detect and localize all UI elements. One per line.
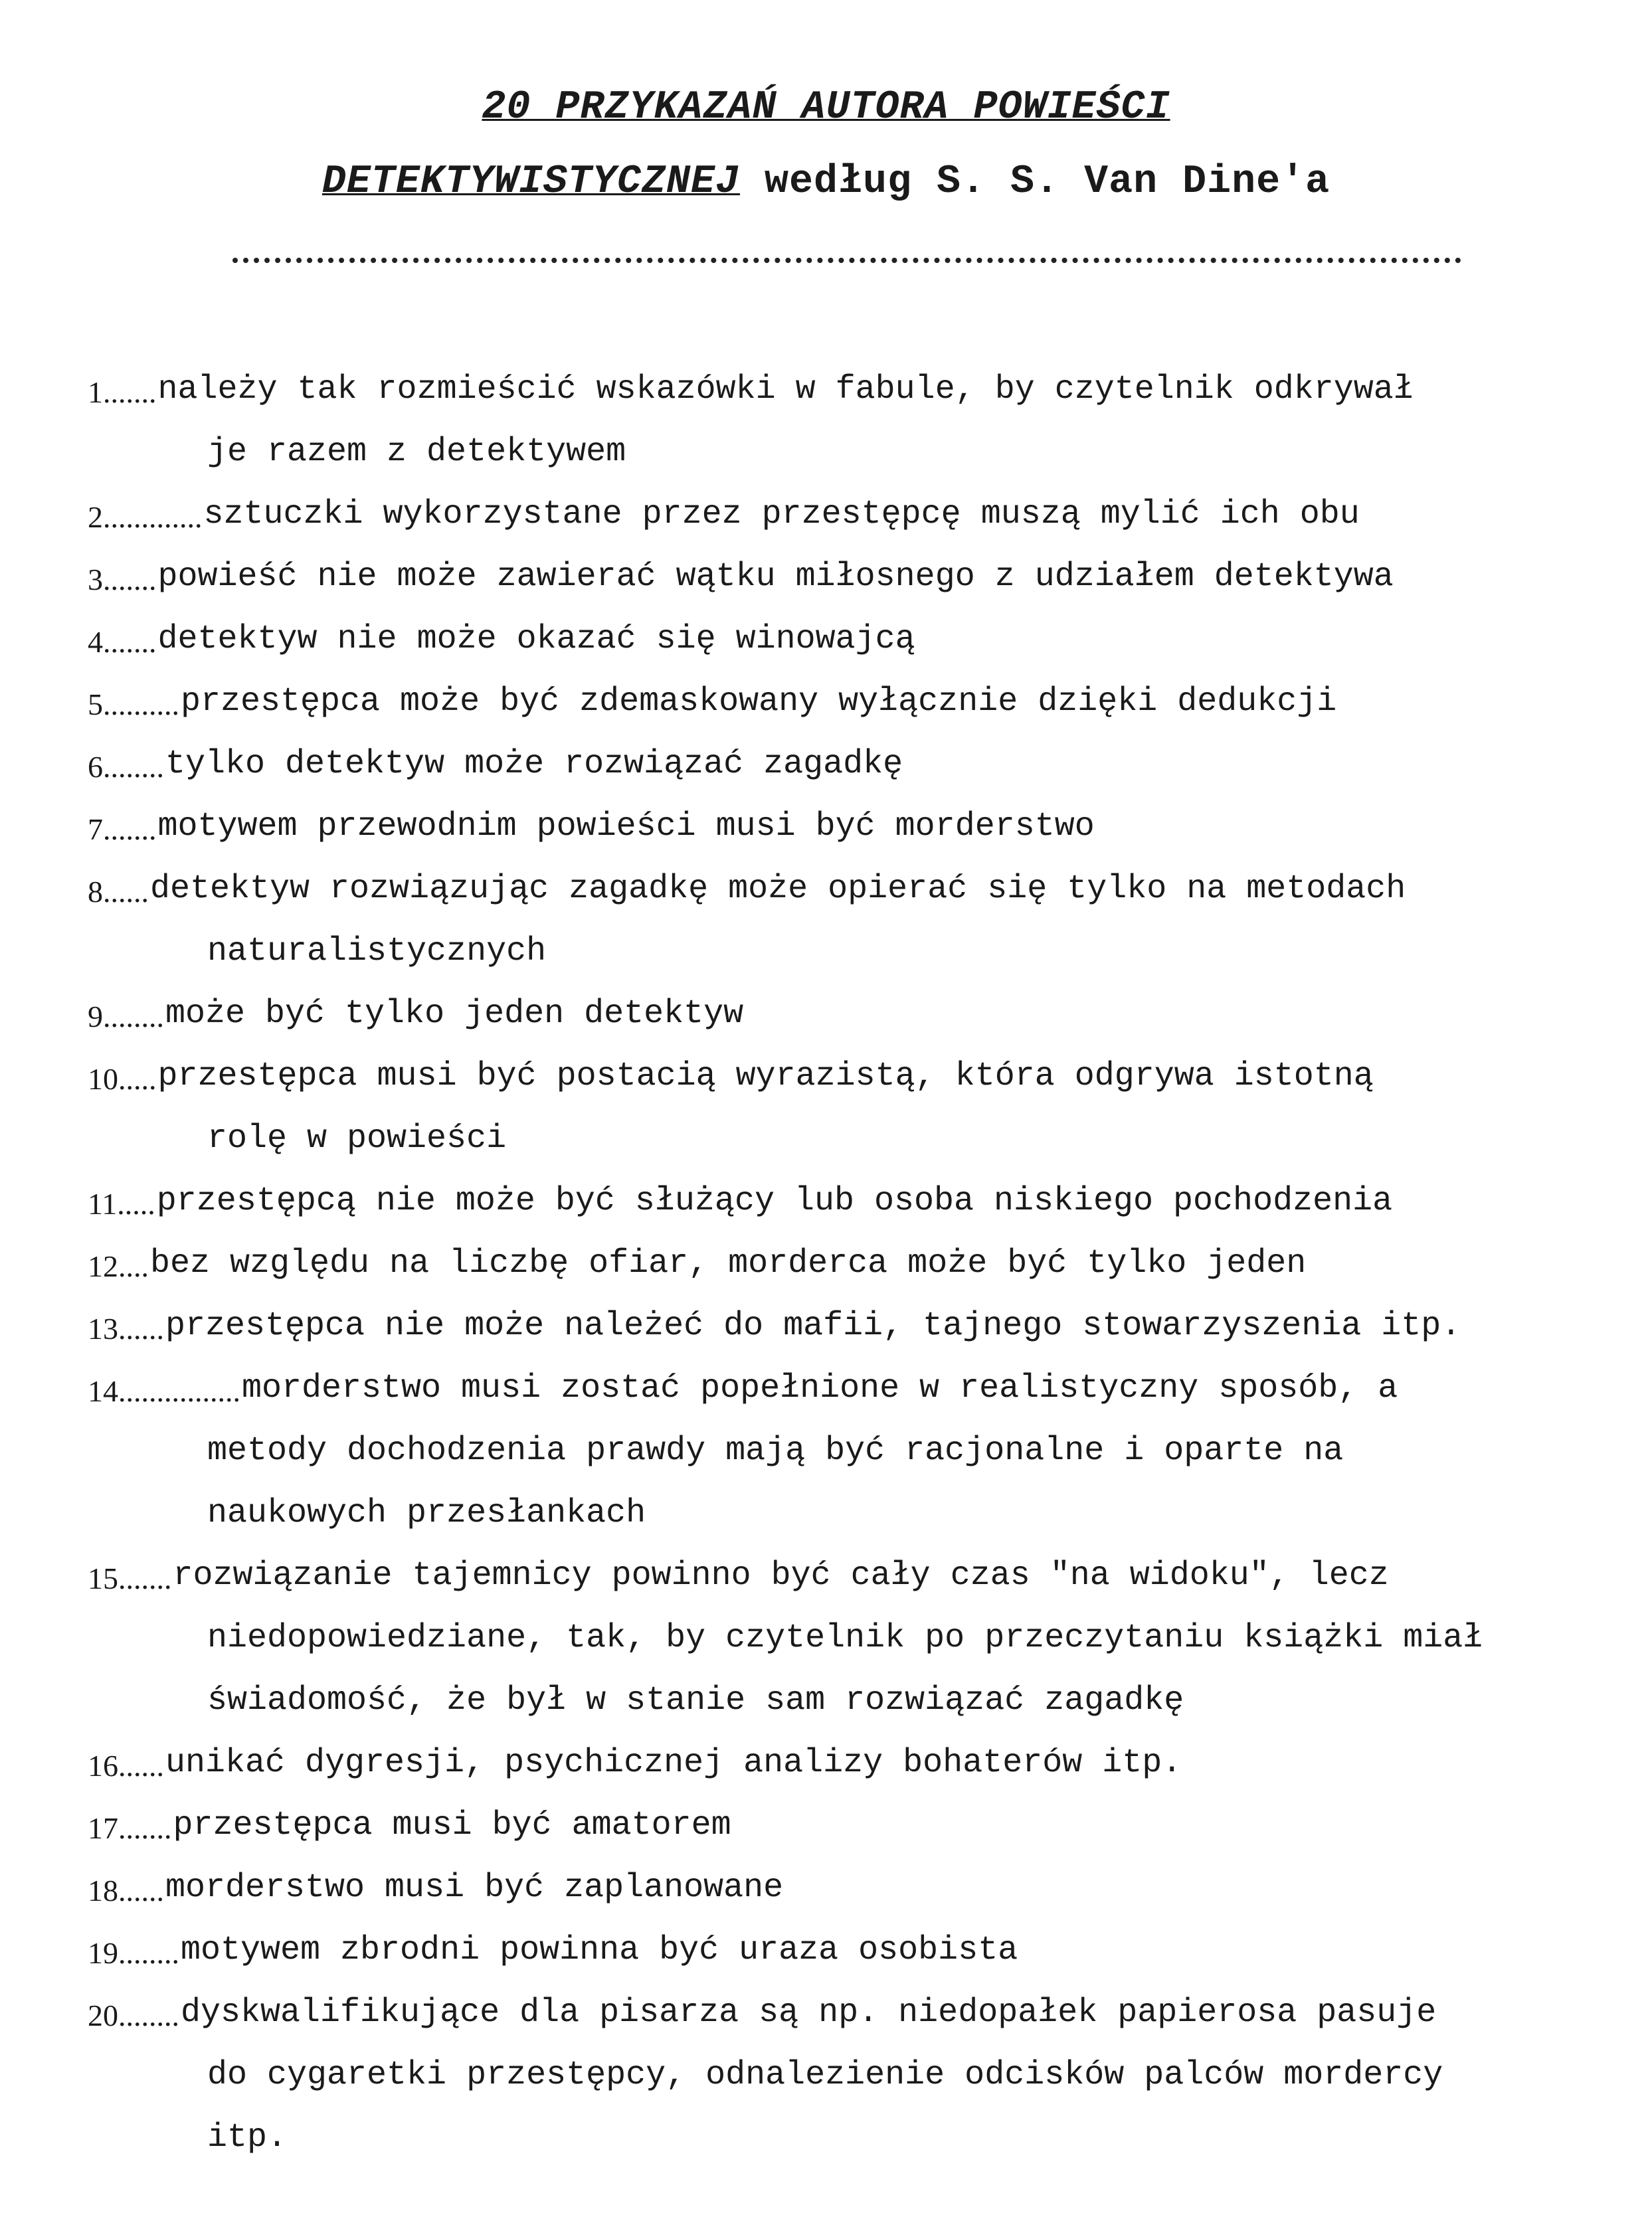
item-number: 16......: [88, 1749, 164, 1783]
item-number: 14................: [88, 1374, 240, 1408]
item-text-continuation: świadomość, że był w stanie sam rozwiązać zagadkę: [207, 1682, 1184, 1720]
item-text-continuation: do cygaretki przestępcy, odnalezienie odcisków palców mordercy: [207, 2056, 1443, 2094]
title-line-1: [0, 85, 1652, 130]
item-text-continuation: naukowych przesłankach: [207, 1494, 646, 1532]
item-text-continuation: metody dochodzenia prawdy mają być racjonalne i oparte na: [207, 1432, 1344, 1470]
item-text-continuation: itp.: [207, 2119, 288, 2157]
item-number: 3.......: [88, 563, 157, 596]
item-text: powieść nie może zawierać wątku miłosnego z udziałem detektywa: [157, 558, 1394, 596]
item-text: detektyw nie może okazać się winowajcą: [157, 620, 915, 658]
item-number: 6........: [88, 750, 164, 784]
item-number: 7.......: [88, 812, 157, 846]
item-text: unikać dygresji, psychicznej analizy bohaterów itp.: [165, 1744, 1182, 1782]
item-number: 20........: [88, 1998, 179, 2032]
item-text: dyskwalifikujące dla pisarza są np. niedopałek papierosa pasuje: [181, 1994, 1437, 2032]
item-text-continuation: rolę w powieści: [207, 1120, 507, 1158]
item-text-continuation: naturalistycznych: [207, 932, 547, 970]
item-text: morderstwo musi zostać popełnione w realistyczny sposób, a: [242, 1370, 1398, 1407]
item-text: przestępca musi być amatorem: [173, 1807, 731, 1844]
item-number: 9........: [88, 1000, 164, 1033]
item-number: 2.............: [88, 500, 203, 534]
item-number: 5..........: [88, 687, 179, 721]
item-text: przestępca musi być postacią wyrazistą, która odgrywa istotną: [157, 1057, 1374, 1095]
item-text: motywem zbrodni powinna być uraza osobista: [181, 1931, 1018, 1969]
item-text-continuation: je razem z detektywem: [207, 433, 626, 471]
item-number: 19........: [88, 1936, 179, 1970]
item-number: 18......: [88, 1874, 164, 1907]
dotted-divider: [232, 258, 1461, 263]
item-text: należy tak rozmieścić wskazówki w fabule, by czytelnik odkrywał: [157, 371, 1414, 408]
item-text: tylko detektyw może rozwiązać zagadkę: [165, 745, 903, 783]
item-text: przestępca może być zdemaskowany wyłącznie dzięki dedukcji: [181, 683, 1337, 721]
item-text: motywem przewodnim powieści musi być morderstwo: [157, 808, 1095, 845]
item-text: przestępca nie może należeć do mafii, tajnego stowarzyszenia itp.: [165, 1307, 1461, 1345]
item-text: detektyw rozwiązując zagadkę może opierać się tylko na metodach: [150, 870, 1406, 908]
item-text: morderstwo musi być zaplanowane: [165, 1869, 784, 1907]
item-number: 15.......: [88, 1561, 172, 1595]
item-number: 10.....: [88, 1062, 157, 1096]
item-text: przestępcą nie może być służący lub osoba niskiego pochodzenia: [156, 1182, 1393, 1220]
item-number: 13......: [88, 1312, 164, 1346]
title-line-2: [0, 159, 1652, 205]
item-text: rozwiązanie tajemnicy powinno być cały czas "na widoku", lecz: [173, 1557, 1389, 1595]
item-text: sztuczki wykorzystane przez przestępcę muszą mylić ich obu: [203, 495, 1360, 533]
item-number: 1.......: [88, 375, 157, 409]
item-text-continuation: niedopowiedziane, tak, by czytelnik po przeczytaniu książki miał: [207, 1619, 1483, 1657]
title-line-2-italic: DETEKTYWISTYCZNEJ: [321, 159, 740, 205]
title-line-1-text: 20 PRZYKAZAŃ AUTORA POWIEŚCI: [482, 85, 1170, 130]
item-text: może być tylko jeden detektyw: [165, 995, 744, 1033]
item-number: 17.......: [88, 1811, 172, 1845]
item-number: 8......: [88, 875, 149, 909]
item-number: 11.....: [88, 1187, 155, 1221]
item-text: bez względu na liczbę ofiar, morderca może być tylko jeden: [150, 1245, 1307, 1283]
item-number: 12....: [88, 1249, 149, 1283]
title-line-2-rest: według S. S. Van Dine'a: [739, 159, 1331, 205]
item-number: 4.......: [88, 625, 157, 659]
